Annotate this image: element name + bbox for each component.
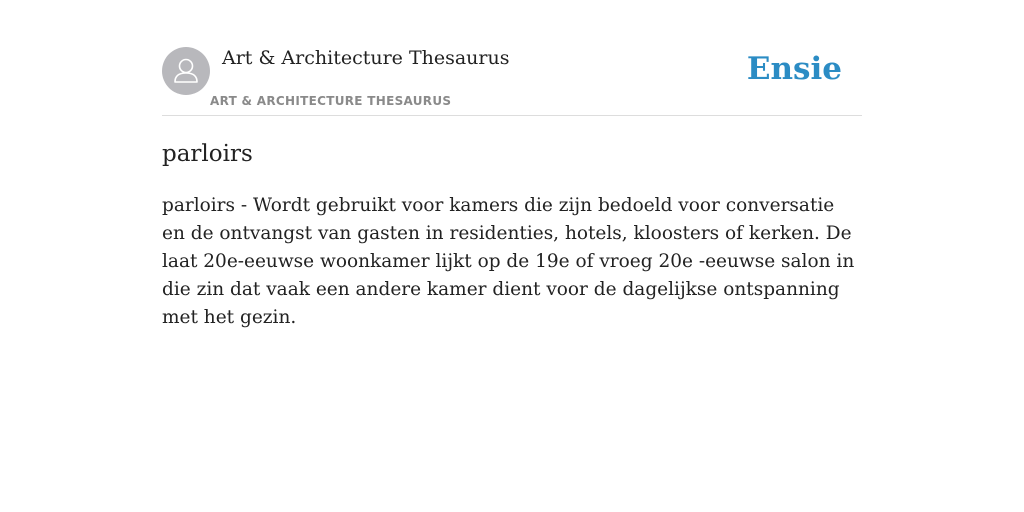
author-name[interactable]: Art & Architecture Thesaurus: [222, 47, 510, 69]
page-title: parloirs: [162, 141, 253, 167]
source-label[interactable]: ART & ARCHITECTURE THESAURUS: [210, 94, 452, 108]
definition-text: parloirs - Wordt gebruikt voor kamers die zijn bedoeld voor conversatie en de ontvangst van gasten in residenties, hotels, kloosters of kerken. De laat 20e-eeuwse woonkamer lijkt op de 19e of vroeg 20e -eeuwse salon in die zin dat vaak een andere kamer dient voor de dagelijkse ontspanning met het gezin.: [162, 195, 855, 328]
page-container: [162, 0, 862, 328]
avatar[interactable]: [162, 47, 210, 95]
brand-logo[interactable]: Ensie: [746, 51, 842, 87]
entry-header: [162, 0, 862, 116]
user-silhouette-icon: [162, 47, 210, 95]
